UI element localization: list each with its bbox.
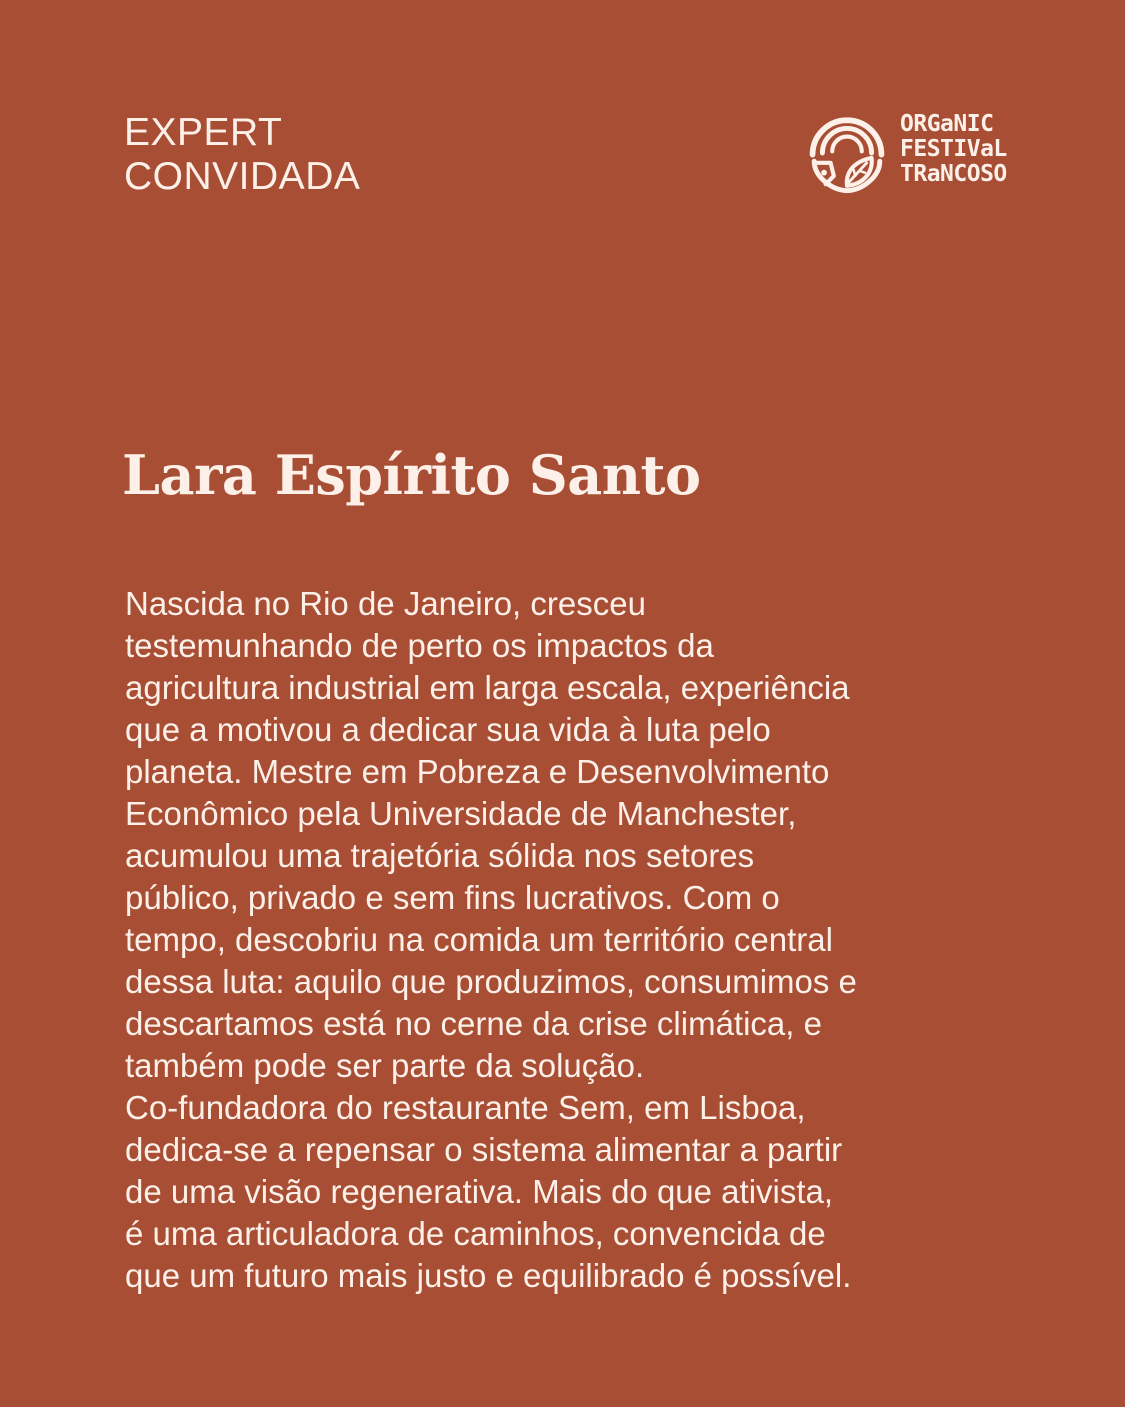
bio-line: é uma articuladora de caminhos, convencida de: [125, 1215, 826, 1252]
bio-line: planeta. Mestre em Pobreza e Desenvolvimento: [125, 753, 830, 790]
bio-line: descartamos está no cerne da crise climática, e: [125, 1005, 822, 1042]
bio-line: Nascida no Rio de Janeiro, cresceu: [125, 585, 646, 622]
speaker-bio: [125, 583, 945, 1297]
bio-line: público, privado e sem fins lucrativos. Com o: [125, 879, 780, 916]
logo-line-1: ORGaNIC: [900, 111, 994, 137]
bio-line: Co-fundadora do restaurante Sem, em Lisboa,: [125, 1089, 806, 1126]
logo-wordmark: [900, 112, 1007, 187]
bio-line: agricultura industrial em larga escala, experiência: [125, 669, 850, 706]
bio-line: que a motivou a dedicar sua vida à luta pelo: [125, 711, 771, 748]
bio-line: dessa luta: aquilo que produzimos, consumimos e: [125, 963, 857, 1000]
logo-line-3: TRaNCOSO: [900, 161, 1007, 187]
organic-festival-logo: [806, 112, 1006, 196]
bio-line: que um futuro mais justo e equilibrado é possível.: [125, 1257, 852, 1294]
bio-line: acumulou uma trajetória sólida nos setores: [125, 837, 755, 874]
eyebrow-line-1: EXPERT: [124, 111, 283, 154]
bio-line: dedica-se a repensar o sistema alimentar a partir: [125, 1131, 843, 1168]
eyebrow-label: [124, 111, 360, 199]
bio-line: Econômico pela Universidade de Manchester,: [125, 795, 797, 832]
logo-line-2: FESTIVaL: [900, 136, 1007, 162]
bio-line: tempo, descobriu na comida um território central: [125, 921, 833, 958]
speaker-name: Lara Espírito Santo: [122, 443, 701, 507]
bio-line: também pode ser parte da solução.: [125, 1047, 645, 1084]
bio-line: de uma visão regenerativa. Mais do que ativista,: [125, 1173, 834, 1210]
bio-line: testemunhando de perto os impactos da: [125, 627, 714, 664]
eyebrow-line-2: CONVIDADA: [124, 155, 361, 198]
organic-festival-emblem-icon: [806, 112, 888, 194]
